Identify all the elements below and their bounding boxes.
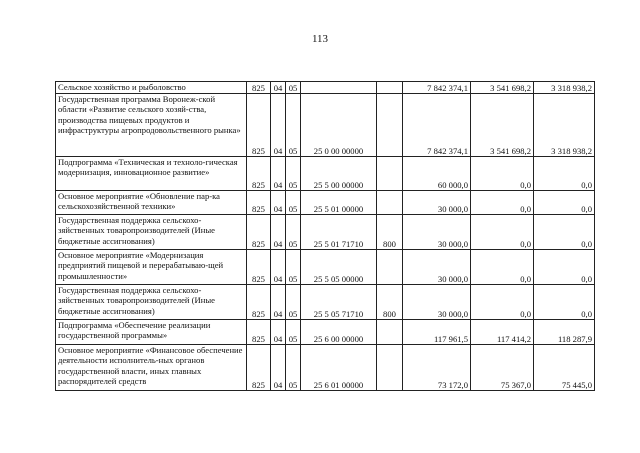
cell-rz: 04 xyxy=(271,94,286,157)
cell-year2: 0,0 xyxy=(471,250,534,285)
cell-year1: 117 961,5 xyxy=(403,320,471,345)
cell-year2: 117 414,2 xyxy=(471,320,534,345)
row-name: Основное мероприятие «Финансовое обеспечение деятельности исполнитель-ных органов государственной власти, иных главных распорядителей средств xyxy=(56,345,247,391)
cell-year3: 3 318 938,2 xyxy=(534,82,595,94)
cell-csr: 25 5 01 71710 xyxy=(301,215,377,250)
cell-year3: 0,0 xyxy=(534,191,595,215)
cell-gr: 825 xyxy=(247,285,271,320)
cell-vr xyxy=(377,191,403,215)
table-row xyxy=(56,82,595,94)
row-name: Подпрограмма «Обеспечение реализации государственной программы» xyxy=(56,320,247,345)
cell-pr: 05 xyxy=(286,94,301,157)
cell-vr xyxy=(377,320,403,345)
cell-year3: 75 445,0 xyxy=(534,345,595,391)
cell-rz: 04 xyxy=(271,191,286,215)
cell-pr: 05 xyxy=(286,250,301,285)
cell-year3: 0,0 xyxy=(534,157,595,191)
cell-year3: 3 318 938,2 xyxy=(534,94,595,157)
cell-year3: 0,0 xyxy=(534,215,595,250)
cell-year1: 73 172,0 xyxy=(403,345,471,391)
cell-vr: 800 xyxy=(377,285,403,320)
cell-vr xyxy=(377,345,403,391)
cell-csr: 25 5 01 00000 xyxy=(301,191,377,215)
table-row xyxy=(56,157,595,191)
cell-vr xyxy=(377,250,403,285)
table-row xyxy=(56,320,595,345)
cell-gr: 825 xyxy=(247,215,271,250)
cell-gr: 825 xyxy=(247,157,271,191)
table-row xyxy=(56,191,595,215)
cell-year2: 0,0 xyxy=(471,157,534,191)
cell-gr: 825 xyxy=(247,191,271,215)
budget-table xyxy=(55,81,595,391)
cell-pr: 05 xyxy=(286,157,301,191)
cell-gr: 825 xyxy=(247,82,271,94)
cell-year1: 30 000,0 xyxy=(403,215,471,250)
cell-pr: 05 xyxy=(286,345,301,391)
cell-year2: 3 541 698,2 xyxy=(471,82,534,94)
cell-csr: 25 5 00 00000 xyxy=(301,157,377,191)
table-row xyxy=(56,250,595,285)
cell-year1: 7 842 374,1 xyxy=(403,94,471,157)
cell-rz: 04 xyxy=(271,285,286,320)
cell-csr: 25 6 00 00000 xyxy=(301,320,377,345)
cell-year1: 60 000,0 xyxy=(403,157,471,191)
cell-year2: 75 367,0 xyxy=(471,345,534,391)
table-row xyxy=(56,215,595,250)
cell-year1: 30 000,0 xyxy=(403,191,471,215)
cell-year3: 0,0 xyxy=(534,250,595,285)
cell-csr: 25 0 00 00000 xyxy=(301,94,377,157)
cell-rz: 04 xyxy=(271,157,286,191)
cell-gr: 825 xyxy=(247,94,271,157)
cell-rz: 04 xyxy=(271,215,286,250)
cell-year2: 0,0 xyxy=(471,191,534,215)
row-name: Сельское хозяйство и рыболовство xyxy=(56,82,247,94)
row-name: Государственная программа Воронеж-ской области «Развитие сельского хозяй-ства, производства пищевых продуктов и инфраструктуры агропродовольственного рынка» xyxy=(56,94,247,157)
table-row xyxy=(56,94,595,157)
cell-year1: 30 000,0 xyxy=(403,285,471,320)
cell-pr: 05 xyxy=(286,215,301,250)
cell-year2: 0,0 xyxy=(471,215,534,250)
cell-gr: 825 xyxy=(247,345,271,391)
cell-rz: 04 xyxy=(271,345,286,391)
cell-pr: 05 xyxy=(286,320,301,345)
row-name: Государственная поддержка сельскохо-зяйственных товаропроизводителей (Иные бюджетные ассигнования) xyxy=(56,285,247,320)
cell-year1: 7 842 374,1 xyxy=(403,82,471,94)
cell-gr: 825 xyxy=(247,250,271,285)
cell-csr xyxy=(301,82,377,94)
cell-csr: 25 6 01 00000 xyxy=(301,345,377,391)
table-row xyxy=(56,345,595,391)
cell-rz: 04 xyxy=(271,250,286,285)
table-row xyxy=(56,285,595,320)
cell-vr: 800 xyxy=(377,215,403,250)
budget-table-body xyxy=(56,82,595,391)
page-number: 113 xyxy=(311,33,329,45)
cell-pr: 05 xyxy=(286,191,301,215)
row-name: Государственная поддержка сельскохо-зяйственных товаропроизводителей (Иные бюджетные ассигнования) xyxy=(56,215,247,250)
cell-year2: 0,0 xyxy=(471,285,534,320)
cell-vr xyxy=(377,94,403,157)
cell-pr: 05 xyxy=(286,285,301,320)
cell-year1: 30 000,0 xyxy=(403,250,471,285)
cell-vr xyxy=(377,82,403,94)
cell-rz: 04 xyxy=(271,320,286,345)
row-name: Основное мероприятие «Обновление пар-ка сельскохозяйственной техники» xyxy=(56,191,247,215)
cell-gr: 825 xyxy=(247,320,271,345)
cell-year2: 3 541 698,2 xyxy=(471,94,534,157)
cell-year3: 0,0 xyxy=(534,285,595,320)
cell-year3: 118 287,9 xyxy=(534,320,595,345)
cell-pr: 05 xyxy=(286,82,301,94)
row-name: Основное мероприятие «Модернизация предприятий пищевой и перерабатываю-щей промышленности» xyxy=(56,250,247,285)
cell-rz: 04 xyxy=(271,82,286,94)
cell-csr: 25 5 05 00000 xyxy=(301,250,377,285)
cell-vr xyxy=(377,157,403,191)
cell-csr: 25 5 05 71710 xyxy=(301,285,377,320)
row-name: Подпрограмма «Техническая и техноло-гическая модернизация, инновационное развитие» xyxy=(56,157,247,191)
